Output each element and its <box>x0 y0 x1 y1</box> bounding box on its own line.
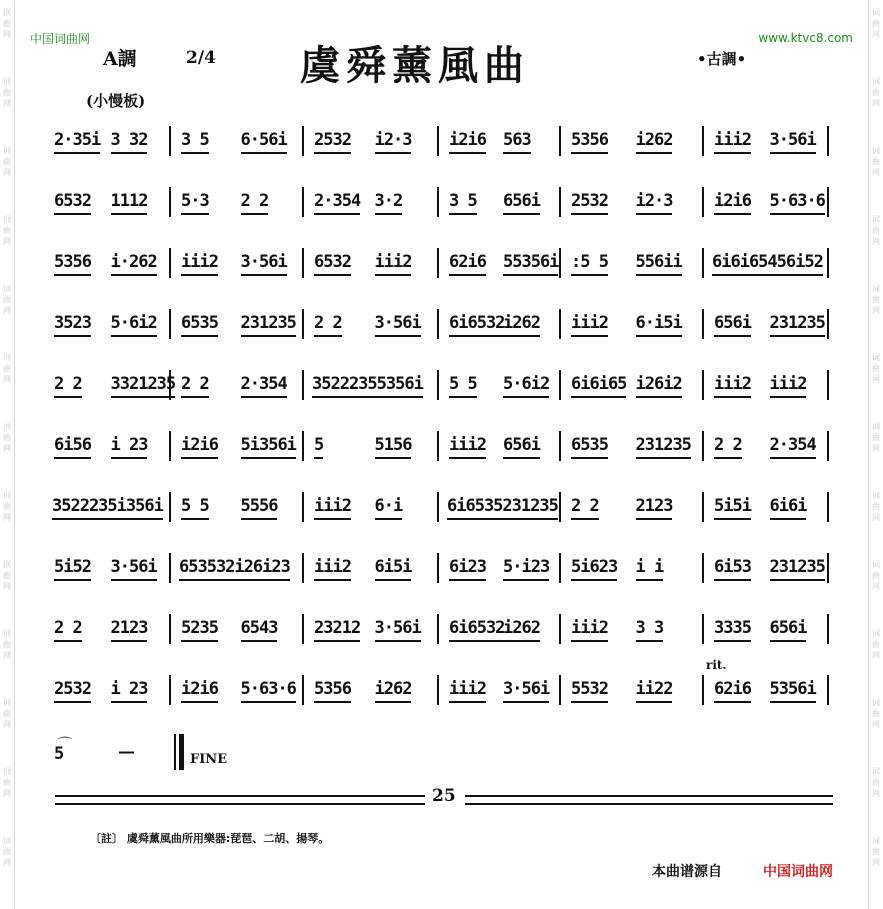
note-group: 5156 <box>374 435 412 455</box>
barline <box>827 309 829 339</box>
barline <box>302 675 304 705</box>
side-watermark-glyph: 曲 <box>872 640 880 649</box>
side-watermark-glyph: 曲 <box>3 295 11 304</box>
side-watermark-glyph: 网 <box>872 375 880 384</box>
note-group: 6i6532 <box>449 618 505 638</box>
barline <box>827 370 829 400</box>
side-watermark-glyph: 词 <box>872 8 880 17</box>
side-watermark-glyph: 网 <box>872 99 880 108</box>
note-group: 5·6i2 <box>503 374 550 394</box>
side-watermark-glyph: 词 <box>872 284 880 293</box>
note-group: iii2 <box>449 435 486 455</box>
side-watermark-glyph: 词 <box>3 284 11 293</box>
side-watermark-glyph: 词 <box>3 77 11 86</box>
ritardando-marking: rit. <box>706 658 727 672</box>
barline <box>559 370 561 400</box>
note-group: i262 <box>503 618 540 638</box>
note-group: 5556 <box>240 496 278 516</box>
note-group: 231235 <box>240 313 296 333</box>
barline <box>302 248 304 278</box>
side-watermark-glyph: 网 <box>872 30 880 39</box>
note-group: 656i <box>503 435 540 455</box>
note-group: 5356i <box>769 679 816 699</box>
note-group: 2 2 <box>181 374 209 394</box>
note-group: 231235 <box>635 435 691 455</box>
score-system <box>48 551 833 591</box>
note-group: 5 <box>314 435 324 455</box>
barline <box>169 248 171 278</box>
barline <box>169 492 171 522</box>
side-watermark-glyph: 词 <box>3 698 11 707</box>
score-system <box>48 612 833 652</box>
note-group: i·262 <box>110 252 157 272</box>
note-group: 5 5 <box>181 496 209 516</box>
barline <box>559 248 561 278</box>
note-group: 3 5 <box>449 191 477 211</box>
note-group: 5·63·6 <box>240 679 296 699</box>
barline <box>169 187 171 217</box>
barline <box>559 492 561 522</box>
note-group: :5 5 <box>571 252 608 272</box>
side-watermark-glyph: 曲 <box>3 88 11 97</box>
side-watermark-glyph: 曲 <box>872 364 880 373</box>
note-group: 3522235i356i <box>52 496 163 516</box>
score-system <box>48 246 833 286</box>
note-group: 656i <box>714 313 751 333</box>
side-watermark-glyph: 网 <box>3 30 11 39</box>
side-watermark-glyph: 曲 <box>3 640 11 649</box>
note-group: 231235 <box>769 557 825 577</box>
note-group: 3321235 <box>110 374 176 394</box>
left-watermark-strip <box>0 0 15 909</box>
side-watermark-glyph: 词 <box>872 629 880 638</box>
score-title: 虞舜薰風曲 <box>300 42 530 89</box>
side-watermark-glyph: 词 <box>3 836 11 845</box>
note-group: 6i6i <box>769 496 807 516</box>
barline <box>169 431 171 461</box>
side-watermark-glyph: 词 <box>3 146 11 155</box>
note-group: i 23 <box>110 679 148 699</box>
note-group: 656i <box>769 618 807 638</box>
barline <box>302 553 304 583</box>
barline <box>437 614 439 644</box>
note-group: 2·354 <box>769 435 816 455</box>
source-label: 本曲谱源自 <box>652 864 722 880</box>
barline <box>702 187 704 217</box>
barline <box>702 492 704 522</box>
barline <box>827 492 829 522</box>
note-group: 6·i <box>374 496 403 516</box>
note-group: 3·56i <box>374 313 421 333</box>
barline <box>302 187 304 217</box>
side-watermark-glyph: 词 <box>872 146 880 155</box>
barline <box>559 614 561 644</box>
final-barline-thin <box>174 734 176 770</box>
note-group: 5235 <box>181 618 218 638</box>
side-watermark-glyph: 词 <box>3 422 11 431</box>
score-system <box>48 673 833 713</box>
note-group: 3523 <box>54 313 91 333</box>
side-watermark-glyph: 网 <box>3 237 11 246</box>
side-watermark-glyph: 曲 <box>872 88 880 97</box>
side-watermark-glyph: 曲 <box>872 157 880 166</box>
note-group: 2532 <box>54 679 91 699</box>
note-group: 3·2 <box>374 191 403 211</box>
note-group: 6i5i <box>374 557 412 577</box>
note-group: 3·56i <box>503 679 550 699</box>
barline <box>437 370 439 400</box>
side-watermark-glyph: 网 <box>872 858 880 867</box>
note-group: i2i6 <box>714 191 751 211</box>
barline <box>702 248 704 278</box>
note-group: 2 2 <box>314 313 342 333</box>
side-watermark-glyph: 词 <box>3 629 11 638</box>
note-group: 62i6 <box>449 252 486 272</box>
side-watermark-glyph: 词 <box>3 491 11 500</box>
note-group: 5356 <box>314 679 351 699</box>
final-dash: — <box>118 742 135 762</box>
note-group: iii2 <box>571 618 608 638</box>
side-watermark-glyph: 网 <box>3 789 11 798</box>
barline <box>702 370 704 400</box>
note-group: 2532 <box>571 191 608 211</box>
side-watermark-glyph: 曲 <box>872 847 880 856</box>
note-group: 6535 <box>181 313 218 333</box>
note-group: iii2 <box>714 130 751 150</box>
note-group: 2·354 <box>314 191 361 211</box>
note-group: i262 <box>503 313 540 333</box>
barline <box>827 553 829 583</box>
note-group: 3 3 <box>635 618 664 638</box>
note-group: 3·56i <box>110 557 157 577</box>
side-watermark-glyph: 曲 <box>872 502 880 511</box>
barline <box>827 187 829 217</box>
barline <box>302 370 304 400</box>
barline <box>702 309 704 339</box>
side-watermark-glyph: 网 <box>872 582 880 591</box>
score-system <box>48 429 833 469</box>
side-watermark-glyph: 网 <box>872 444 880 453</box>
note-group: 6i6532 <box>449 313 505 333</box>
side-watermark-glyph: 网 <box>3 99 11 108</box>
instrument-footnote: 〔註〕 虞舜薰風曲所用樂器:琵琶、二胡、揚琴。 <box>90 832 330 845</box>
barline <box>702 126 704 156</box>
note-group: 6i23 <box>449 557 486 577</box>
note-group: 5·i23 <box>503 557 550 577</box>
final-barline-thick <box>179 734 184 770</box>
side-watermark-glyph: 曲 <box>872 778 880 787</box>
note-group: i2i6 <box>181 435 218 455</box>
side-watermark-glyph: 词 <box>872 77 880 86</box>
barline <box>437 248 439 278</box>
side-watermark-glyph: 词 <box>3 767 11 776</box>
note-group: 3·56i <box>240 252 287 272</box>
note-group: 3 5 <box>181 130 209 150</box>
score-system <box>48 124 833 164</box>
note-group: 5·63·6 <box>769 191 825 211</box>
note-group: 6·56i <box>240 130 287 150</box>
page-rule-right <box>465 795 833 805</box>
note-group: 656i <box>503 191 540 211</box>
barline <box>169 309 171 339</box>
barline <box>827 126 829 156</box>
barline <box>702 553 704 583</box>
note-group: 2 2 <box>54 618 82 638</box>
note-group: 6·i5i <box>635 313 682 333</box>
barline <box>437 553 439 583</box>
side-watermark-glyph: 网 <box>3 651 11 660</box>
side-watermark-glyph: 词 <box>872 422 880 431</box>
barline <box>559 187 561 217</box>
barline <box>559 431 561 461</box>
side-watermark-glyph: 网 <box>3 513 11 522</box>
score-system <box>48 368 833 408</box>
note-group: 2 2 <box>571 496 599 516</box>
side-watermark-glyph: 词 <box>872 491 880 500</box>
note-group: iii2 <box>374 252 412 272</box>
score-system <box>48 185 833 225</box>
side-watermark-glyph: 曲 <box>3 364 11 373</box>
note-group: 3·56i <box>769 130 816 150</box>
note-group: 62i6 <box>714 679 751 699</box>
side-watermark-glyph: 曲 <box>3 157 11 166</box>
note-group: 5·3 <box>181 191 209 211</box>
side-watermark-glyph: 词 <box>872 215 880 224</box>
note-group: 5532 <box>571 679 608 699</box>
barline <box>169 553 171 583</box>
barline <box>702 675 704 705</box>
barline <box>169 614 171 644</box>
note-group: 2·354 <box>240 374 287 394</box>
note-group: 563 <box>503 130 531 150</box>
side-watermark-glyph: 曲 <box>872 226 880 235</box>
note-group: iii2 <box>449 679 486 699</box>
side-watermark-glyph: 曲 <box>3 571 11 580</box>
side-watermark-glyph: 词 <box>3 353 11 362</box>
side-watermark-glyph: 词 <box>872 560 880 569</box>
note-group: 6i6i65 <box>571 374 627 394</box>
note-group: 5356 <box>54 252 91 272</box>
final-note: 5 <box>54 744 65 764</box>
side-watermark-glyph: 曲 <box>872 709 880 718</box>
note-group: 5 5 <box>449 374 477 394</box>
site-watermark-top-left[interactable]: 中国词曲网 <box>30 32 91 46</box>
barline <box>559 553 561 583</box>
barline <box>302 492 304 522</box>
barline <box>827 614 829 644</box>
side-watermark-glyph: 网 <box>3 168 11 177</box>
note-group: 1112 <box>110 191 148 211</box>
page-number: 25 <box>432 786 456 806</box>
note-group: iii2 <box>714 374 751 394</box>
side-watermark-glyph: 网 <box>3 375 11 384</box>
note-group: i2i6 <box>449 130 486 150</box>
side-watermark-glyph: 网 <box>3 720 11 729</box>
note-group: 3·56i <box>374 618 421 638</box>
note-group: 55356i <box>503 252 559 272</box>
note-group: i 23 <box>110 435 148 455</box>
barline <box>559 309 561 339</box>
note-group: iii2 <box>769 374 807 394</box>
side-watermark-glyph: 网 <box>872 651 880 660</box>
side-watermark-glyph: 网 <box>872 237 880 246</box>
barline <box>702 614 704 644</box>
note-group: i262 <box>635 130 673 150</box>
note-group: 6i6i65456i52 <box>712 252 823 272</box>
note-group: 3335 <box>714 618 751 638</box>
right-watermark-strip <box>868 0 883 909</box>
note-group: 6i6535231235 <box>447 496 558 516</box>
note-group: i i <box>635 557 664 577</box>
barline <box>169 675 171 705</box>
note-group: 5356 <box>571 130 608 150</box>
note-group: 6535 <box>571 435 608 455</box>
barline <box>169 126 171 156</box>
note-group: i2·3 <box>374 130 412 150</box>
mode-label: •古調• <box>697 50 747 68</box>
barline <box>437 187 439 217</box>
note-group: iii2 <box>314 496 351 516</box>
barline <box>302 614 304 644</box>
side-watermark-glyph: 词 <box>3 215 11 224</box>
note-group: 231235 <box>769 313 825 333</box>
note-group: 35222355356i <box>312 374 423 394</box>
side-watermark-glyph: 曲 <box>872 433 880 442</box>
barline <box>437 126 439 156</box>
barline <box>437 492 439 522</box>
note-group: iii2 <box>314 557 351 577</box>
note-group: ii22 <box>635 679 673 699</box>
fine-marking: FINE <box>190 752 228 767</box>
barline <box>827 675 829 705</box>
side-watermark-glyph: 曲 <box>3 709 11 718</box>
note-group: 5·6i2 <box>110 313 157 333</box>
side-watermark-glyph: 网 <box>3 858 11 867</box>
note-group: 2532 <box>314 130 351 150</box>
side-watermark-glyph: 词 <box>872 767 880 776</box>
side-watermark-glyph: 曲 <box>3 433 11 442</box>
side-watermark-glyph: 网 <box>3 444 11 453</box>
note-group: 653532i26i23 <box>179 557 290 577</box>
side-watermark-glyph: 词 <box>3 560 11 569</box>
barline <box>827 248 829 278</box>
note-group: 5i356i <box>240 435 296 455</box>
side-watermark-glyph: 网 <box>872 168 880 177</box>
final-measure <box>48 734 348 774</box>
note-group: i2i6 <box>181 679 218 699</box>
score-system <box>48 307 833 347</box>
side-watermark-glyph: 词 <box>872 353 880 362</box>
barline <box>302 431 304 461</box>
side-watermark-glyph: 网 <box>872 306 880 315</box>
side-watermark-glyph: 网 <box>3 306 11 315</box>
side-watermark-glyph: 曲 <box>872 19 880 28</box>
side-watermark-glyph: 曲 <box>3 847 11 856</box>
note-group: 6i56 <box>54 435 91 455</box>
side-watermark-glyph: 曲 <box>872 571 880 580</box>
note-group: i2·3 <box>635 191 673 211</box>
note-group: 2123 <box>635 496 673 516</box>
barline <box>437 309 439 339</box>
site-watermark-top-right[interactable]: www.ktvc8.com <box>758 31 853 45</box>
time-signature: 2/4 <box>186 48 216 68</box>
side-watermark-glyph: 网 <box>872 513 880 522</box>
side-watermark-glyph: 曲 <box>872 295 880 304</box>
side-watermark-glyph: 曲 <box>3 226 11 235</box>
side-watermark-glyph: 曲 <box>3 502 11 511</box>
barline <box>559 126 561 156</box>
page-rule-left <box>55 795 425 805</box>
key-signature: A調 <box>103 48 137 70</box>
score-system <box>48 490 833 530</box>
note-group: 6532 <box>314 252 351 272</box>
barline <box>702 431 704 461</box>
note-group: 3 32 <box>110 130 148 150</box>
note-group: 5i623 <box>571 557 618 577</box>
side-watermark-glyph: 词 <box>872 836 880 845</box>
note-group: 5i52 <box>54 557 91 577</box>
barline <box>827 431 829 461</box>
note-group: 2 2 <box>54 374 82 394</box>
barline <box>437 675 439 705</box>
side-watermark-glyph: 词 <box>3 8 11 17</box>
side-watermark-glyph: 网 <box>3 582 11 591</box>
note-group: 556ii <box>635 252 682 272</box>
note-group: 2 2 <box>240 191 269 211</box>
side-watermark-glyph: 词 <box>872 698 880 707</box>
side-watermark-glyph: 曲 <box>3 778 11 787</box>
side-watermark-glyph: 网 <box>872 789 880 798</box>
side-watermark-glyph: 曲 <box>3 19 11 28</box>
fermata-icon: ⌒ <box>58 737 72 753</box>
note-group: 23212 <box>314 618 361 638</box>
note-group: 6i53 <box>714 557 751 577</box>
note-group: iii2 <box>571 313 608 333</box>
note-group: 2·35i <box>54 130 101 150</box>
barline <box>437 431 439 461</box>
note-group: i262 <box>374 679 412 699</box>
note-group: 5i5i <box>714 496 751 516</box>
note-group: iii2 <box>181 252 218 272</box>
note-group: i26i2 <box>635 374 682 394</box>
barline <box>559 675 561 705</box>
side-watermark-glyph: 网 <box>872 720 880 729</box>
barline <box>302 126 304 156</box>
source-site-link[interactable]: 中国词曲网 <box>763 864 833 880</box>
note-group: 6543 <box>240 618 278 638</box>
note-group: 2123 <box>110 618 148 638</box>
tempo-marking: (小慢板) <box>86 92 146 110</box>
note-group: 6532 <box>54 191 91 211</box>
barline <box>302 309 304 339</box>
note-group: 2 2 <box>714 435 742 455</box>
